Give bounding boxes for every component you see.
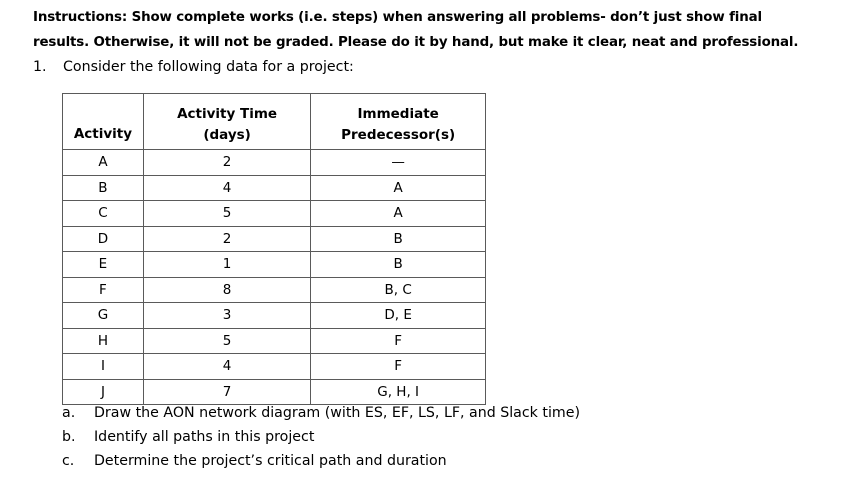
cell-activity: A bbox=[63, 150, 144, 176]
cell-activity: C bbox=[63, 201, 144, 227]
cell-time: 4 bbox=[143, 354, 310, 380]
cell-activity: E bbox=[63, 252, 144, 278]
project-activity-table bbox=[62, 93, 486, 405]
question-1 bbox=[33, 57, 354, 77]
cell-time: 3 bbox=[143, 303, 310, 329]
cell-predecessors: B bbox=[311, 252, 486, 278]
table-row bbox=[63, 354, 486, 380]
instructions-line-1: Instructions: Show complete works (i.e. steps) when answering all problems- don’t just show final bbox=[33, 10, 762, 25]
header-predecessors bbox=[311, 94, 486, 150]
subquestion-label: b. bbox=[62, 429, 76, 445]
instructions-block bbox=[33, 5, 833, 55]
cell-time: 2 bbox=[143, 150, 310, 176]
cell-predecessors: B, C bbox=[311, 277, 486, 303]
table-row bbox=[63, 252, 486, 278]
subquestion-c bbox=[62, 449, 580, 473]
cell-activity: D bbox=[63, 226, 144, 252]
cell-time: 2 bbox=[143, 226, 310, 252]
table-header-row bbox=[63, 94, 486, 150]
subquestion-text: Draw the AON network diagram (with ES, EF, LS, LF, and Slack time) bbox=[94, 405, 580, 421]
cell-activity: H bbox=[63, 328, 144, 354]
cell-predecessors: A bbox=[311, 201, 486, 227]
subquestion-text: Identify all paths in this project bbox=[94, 429, 315, 445]
header-activity bbox=[63, 94, 144, 150]
cell-activity: F bbox=[63, 277, 144, 303]
cell-activity: J bbox=[63, 379, 144, 405]
table-row bbox=[63, 328, 486, 354]
cell-activity: G bbox=[63, 303, 144, 329]
header-pred-line-1: Immediate bbox=[357, 106, 439, 122]
header-time-line-2: (days) bbox=[203, 127, 251, 143]
cell-activity: B bbox=[63, 175, 144, 201]
question-text: Consider the following data for a project: bbox=[63, 59, 354, 75]
header-pred-line-2: Predecessor(s) bbox=[341, 127, 456, 143]
cell-time: 4 bbox=[143, 175, 310, 201]
cell-time: 1 bbox=[143, 252, 310, 278]
cell-time: 8 bbox=[143, 277, 310, 303]
cell-predecessors: D, E bbox=[311, 303, 486, 329]
cell-time: 5 bbox=[143, 201, 310, 227]
subquestion-label: c. bbox=[62, 453, 75, 469]
table-row bbox=[63, 277, 486, 303]
cell-activity: I bbox=[63, 354, 144, 380]
subquestion-b bbox=[62, 425, 580, 449]
table-row bbox=[63, 175, 486, 201]
cell-predecessors: B bbox=[311, 226, 486, 252]
table-row bbox=[63, 226, 486, 252]
cell-time: 5 bbox=[143, 328, 310, 354]
table-row bbox=[63, 150, 486, 176]
instructions-line-2: results. Otherwise, it will not be graded. Please do it by hand, but make it clear, neat and professional. bbox=[33, 35, 799, 50]
header-activity-time bbox=[143, 94, 310, 150]
cell-predecessors: — bbox=[311, 150, 486, 176]
cell-predecessors: A bbox=[311, 175, 486, 201]
question-number: 1. bbox=[33, 59, 47, 75]
table-row bbox=[63, 201, 486, 227]
cell-predecessors: G, H, I bbox=[311, 379, 486, 405]
subquestions-list bbox=[62, 401, 580, 473]
cell-predecessors: F bbox=[311, 354, 486, 380]
subquestion-a bbox=[62, 401, 580, 425]
header-time-line-1: Activity Time bbox=[177, 106, 278, 122]
cell-predecessors: F bbox=[311, 328, 486, 354]
subquestion-label: a. bbox=[62, 405, 76, 421]
table-row bbox=[63, 303, 486, 329]
cell-time: 7 bbox=[143, 379, 310, 405]
header-activity-label: Activity bbox=[73, 126, 133, 142]
subquestion-text: Determine the project’s critical path and duration bbox=[94, 453, 447, 469]
